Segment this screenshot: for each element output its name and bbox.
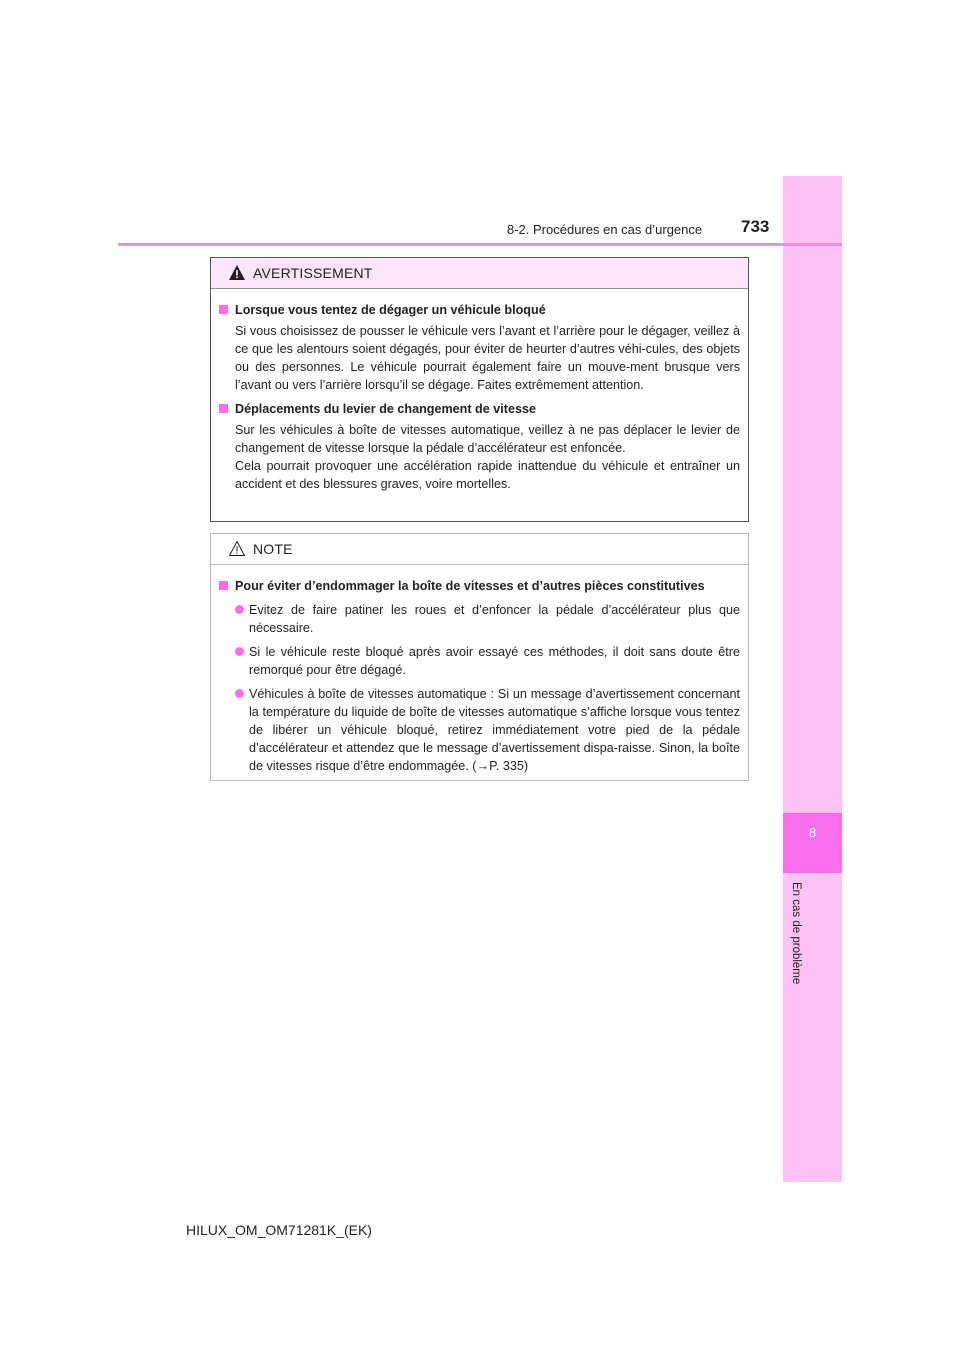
note-section-title: Pour éviter d’endommager la boîte de vitesses et d’autres pièces constitutives: [219, 577, 740, 595]
page-number: 733: [741, 217, 770, 236]
square-bullet-icon: [219, 404, 228, 413]
warning-section-title: Déplacements du levier de changement de vitesse: [219, 400, 740, 418]
header-rule: [118, 243, 842, 246]
warning-paragraph: Sur les véhicules à boîte de vitesses automatique, veillez à ne pas déplacer le levier de changement de vitesse lorsque la pédale d’accélérateur est enfoncée.: [235, 423, 740, 455]
chapter-title: En cas de problème: [790, 882, 802, 985]
note-box: [210, 533, 749, 781]
warning-body: [211, 289, 748, 493]
note-list-item: Véhicules à boîte de vitesses automatique : Si un message d’avertissement concernant la température du liquide de boîte de vitesses automatique s’affiche lorsque vous tentez de libérer un véhicule bloqué, retirez immédiatement votre pied de la pédale d’accélérateur et attendez que le message d’avertissement dispa-raisse. Sinon, la boîte de vitesses risque d’être endommagée. (→P. 335): [219, 685, 740, 775]
chapter-side-tab: [783, 176, 842, 1182]
document-code: HILUX_OM_OM71281K_(EK): [186, 1222, 372, 1238]
chapter-number: 8: [808, 825, 817, 840]
round-bullet-icon: [235, 647, 244, 656]
note-body: [211, 565, 748, 775]
warning-title: AVERTISSEMENT: [253, 265, 373, 281]
warning-paragraph: Cela pourrait provoquer une accélération rapide inattendue du véhicule et entraîner un accident et des blessures graves, voire mortelles.: [235, 459, 740, 491]
warning-paragraph: Si vous choisissez de pousser le véhicule vers l’avant et l’arrière pour le dégager, veillez à ce que les alentours soient dégagés, pour éviter de heurter d’autres véhi-cules, des objets ou des personnes. Le véhicule pourrait également faire un mouve-ment brusque vers l’avant ou vers l’arrière lorsqu’il se dégage. Faites extrêmement attention.: [235, 324, 740, 392]
chapter-number-tab[interactable]: [783, 813, 842, 873]
note-list-item: Si le véhicule reste bloqué après avoir essayé ces méthodes, il doit sans doute être remorqué pour être dégagé.: [219, 643, 740, 679]
note-header: [211, 534, 748, 565]
section-reference: 8-2. Procédures en cas d’urgence: [507, 222, 703, 237]
caution-outline-triangle-icon: [228, 540, 246, 557]
warning-header: [211, 258, 748, 289]
round-bullet-icon: [235, 605, 244, 614]
note-title: NOTE: [253, 541, 293, 557]
note-list-item: Evitez de faire patiner les roues et d’enfoncer la pédale d’accélérateur plus que nécessaire.: [219, 601, 740, 637]
warning-section-title: Lorsque vous tentez de dégager un véhicule bloqué: [219, 301, 740, 319]
square-bullet-icon: [219, 305, 228, 314]
warning-box: [210, 257, 749, 522]
warning-triangle-icon: [228, 264, 246, 281]
square-bullet-icon: [219, 581, 228, 590]
round-bullet-icon: [235, 689, 244, 698]
